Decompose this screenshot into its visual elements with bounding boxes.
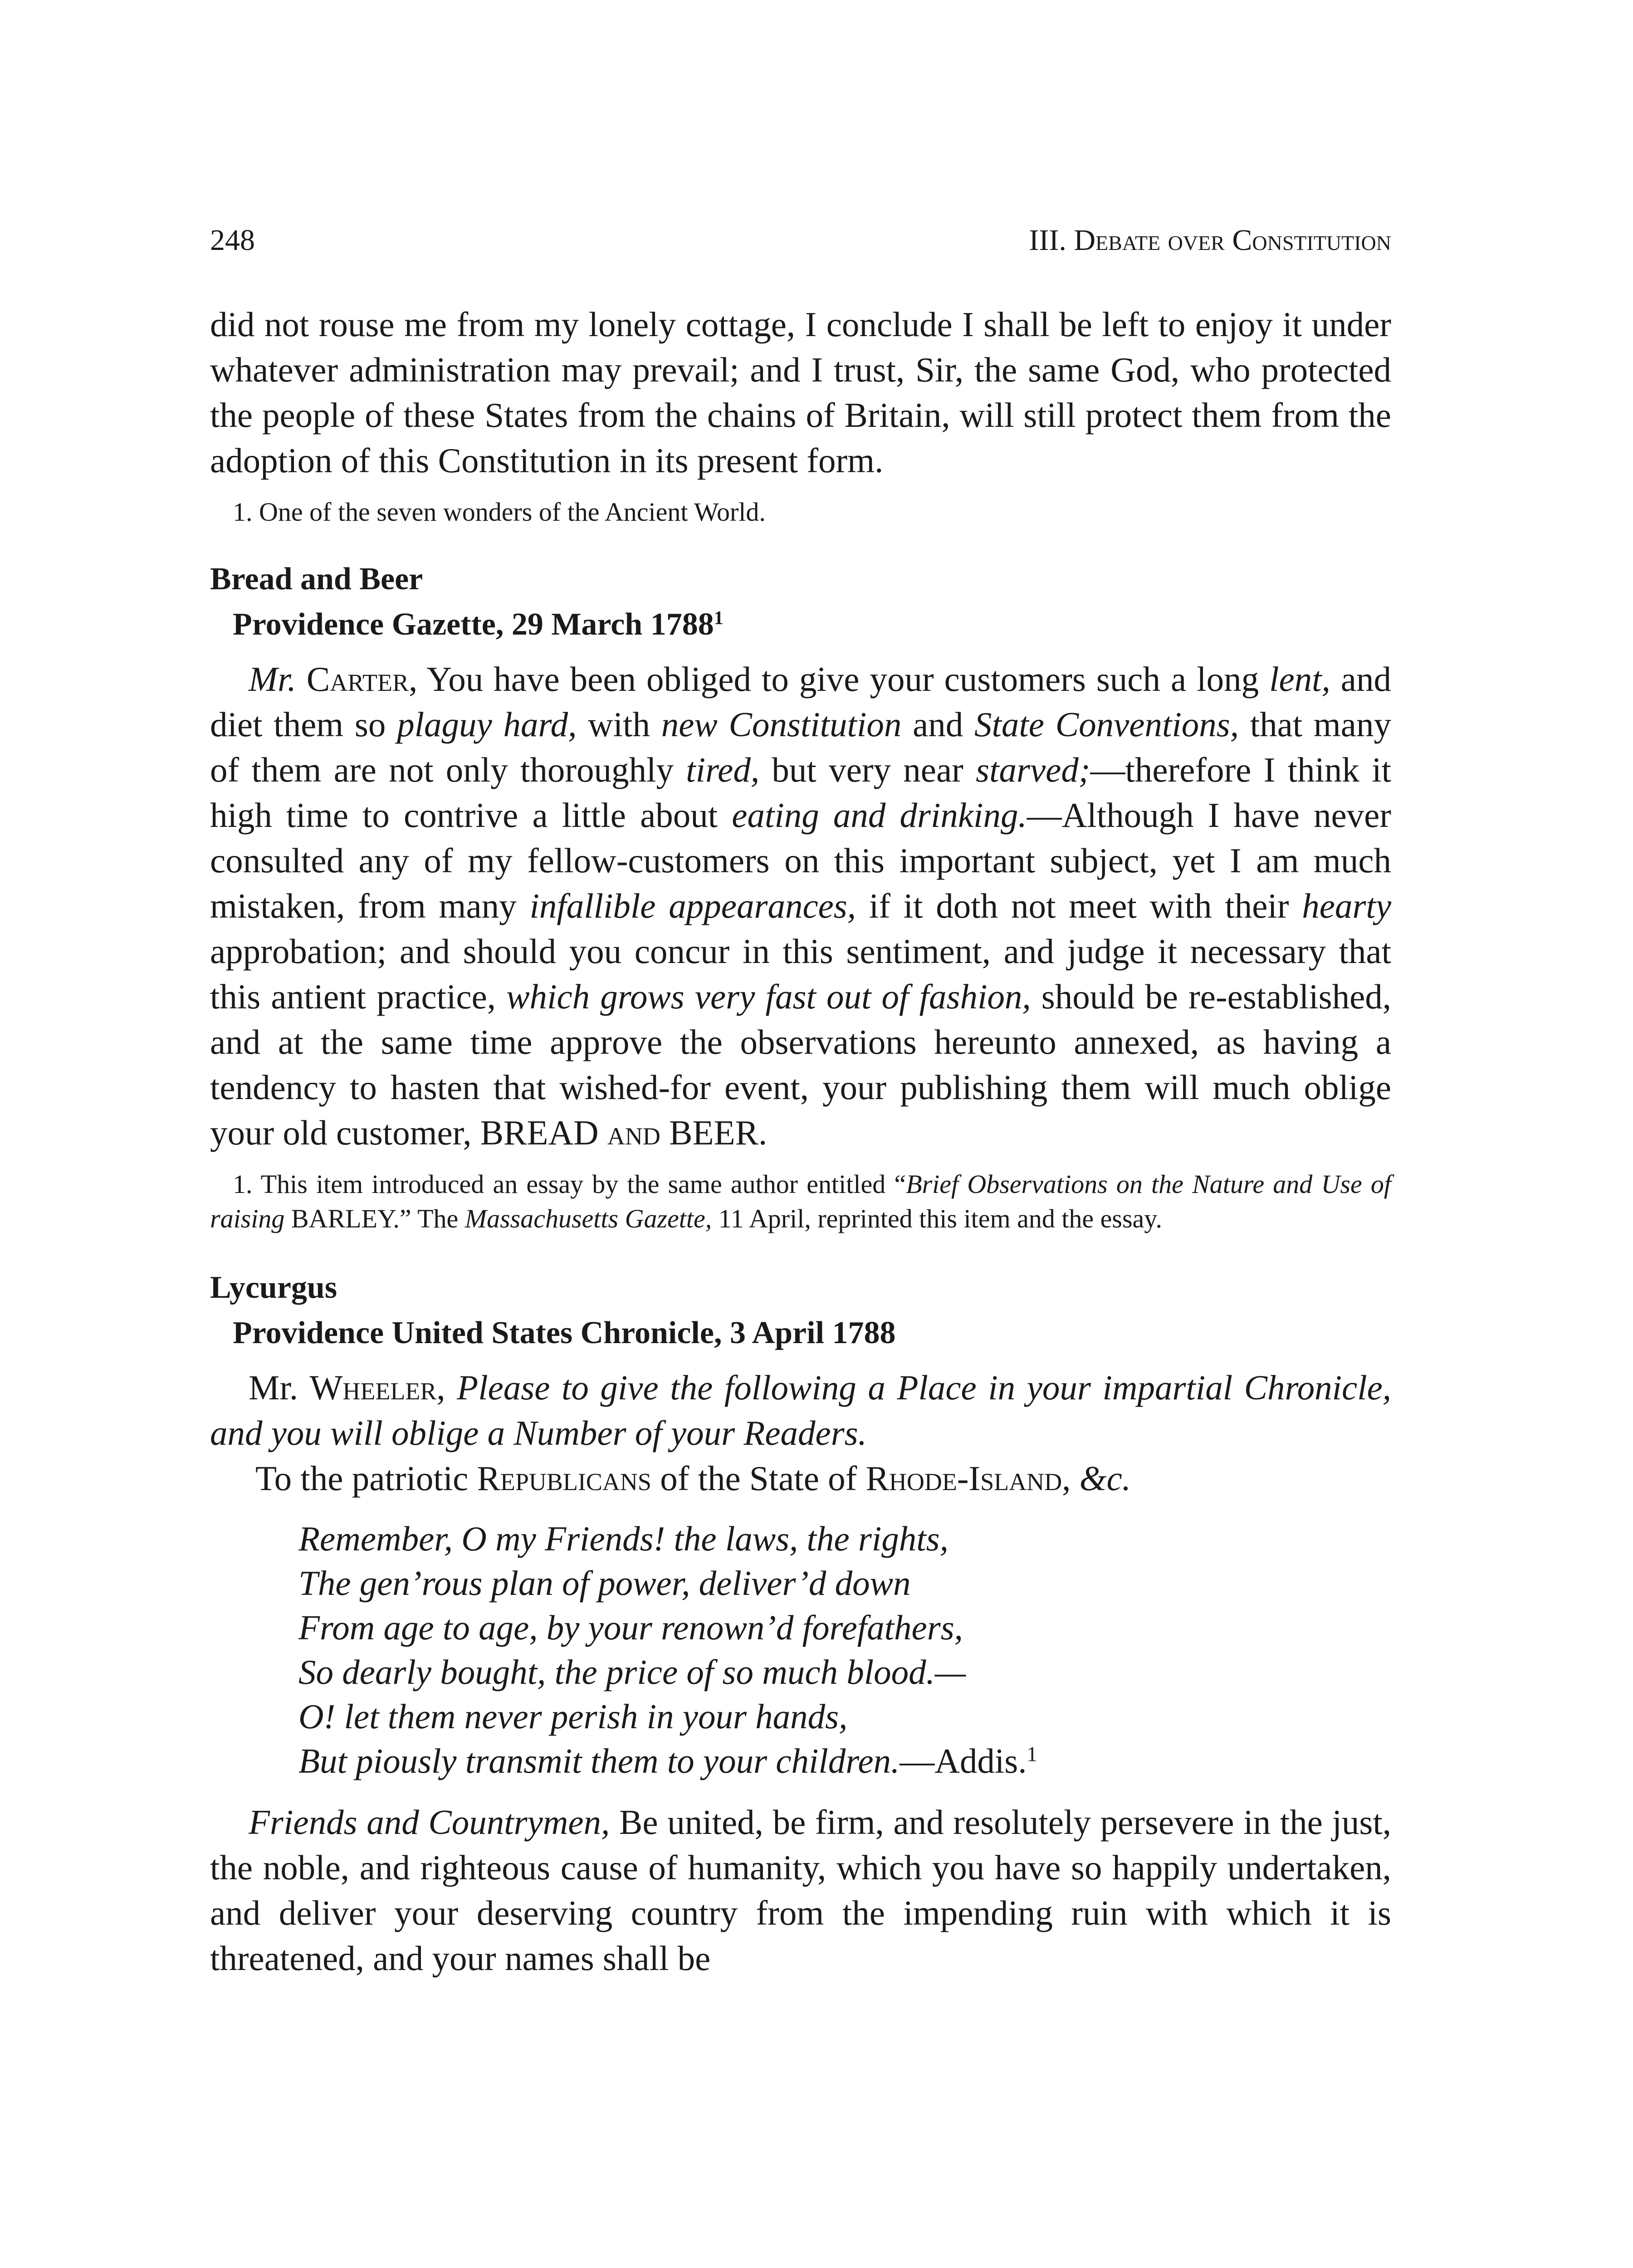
text-flow	[210, 302, 1391, 1981]
verse-block	[298, 1516, 1391, 1783]
verse-line: So dearly bought, the price of so much blood.—	[298, 1652, 966, 1691]
footnote-mark: 1	[714, 607, 724, 629]
lycurgus-intro: Mr. Wheeler, Please to give the following a Place in your impartial Chronicle, and you will oblige a Number of your Readers.	[210, 1368, 1392, 1452]
verse-line: Remember, O my Friends! the laws, the rights,	[298, 1519, 949, 1558]
running-head	[210, 222, 1391, 259]
bread-and-beer-source: Providence Gazette, 29 March 1788$^1$	[233, 607, 724, 642]
verse-line: O! let them never perish in your hands,	[298, 1697, 848, 1736]
page-number: 248	[210, 224, 255, 257]
section-title: III. Debate over Constitution	[1029, 224, 1391, 257]
lycurgus-salutation: To the patriotic Republicans of the State of Rhode-Island, &c.	[255, 1459, 1131, 1498]
bread-and-beer-title: Bread and Beer	[210, 562, 423, 596]
footnote-mark: 1	[1027, 1742, 1037, 1766]
verse-line-last: But piously transmit them to your children.—Addis.$^1$	[298, 1741, 1037, 1780]
lycurgus-closing-paragraph: Friends and Countrymen, Be united, be firm, and resolutely persevere in the just, the noble, and righteous cause of humanity, which you have so happily undertaken, and deliver your deserving country from the impending ruin with which it is threatened, and your names shall be	[210, 1803, 1391, 1978]
verse-line: From age to age, by your renown’d forefathers,	[298, 1608, 963, 1647]
lycurgus-title: Lycurgus	[210, 1270, 337, 1305]
bread-and-beer-paragraph: Mr. Carter, You have been obliged to give your customers such a long lent, and diet them so plaguy hard, with new Constitution and State Conventions, that many of them are not only thoroughly tired, but very near starved;—therefore I think it high time to contrive a little about eating and drinking.—Although I have never consulted any of my fellow-customers on this important subject, yet I am much mistaken, from many infallible appearances, if it doth not meet with their hearty approbation; and should you concur in this sentiment, and judge it necessary that this antient practice, which grows very fast out of fashion, should be re-established, and at the same time approve the observations hereunto annexed, as having a tendency to hasten that wished-for event, your publishing them will much oblige your old customer, BREAD and BEER.	[210, 660, 1392, 1152]
lycurgus-source: Providence United States Chronicle, 3 April 1788	[233, 1315, 896, 1350]
opening-paragraph: did not rouse me from my lonely cottage, I conclude I shall be left to enjoy it under whatever administration may prevail; and I trust, Sir, the same God, who protected the people of these States from the chains of Britain, will still protect them from the adoption of this Constitution in its present form.	[210, 305, 1391, 480]
verse-line: The gen’rous plan of power, deliver’d down	[298, 1564, 911, 1603]
opening-footnote: 1. One of the seven wonders of the Ancient World.	[233, 497, 766, 527]
bread-and-beer-footnote: 1. This item introduced an essay by the same author entitled “Brief Observations on the Nature and Use of raising BARLEY.” The Massachusetts Gazette, 11 April, reprinted this item and the essay.	[210, 1169, 1392, 1233]
